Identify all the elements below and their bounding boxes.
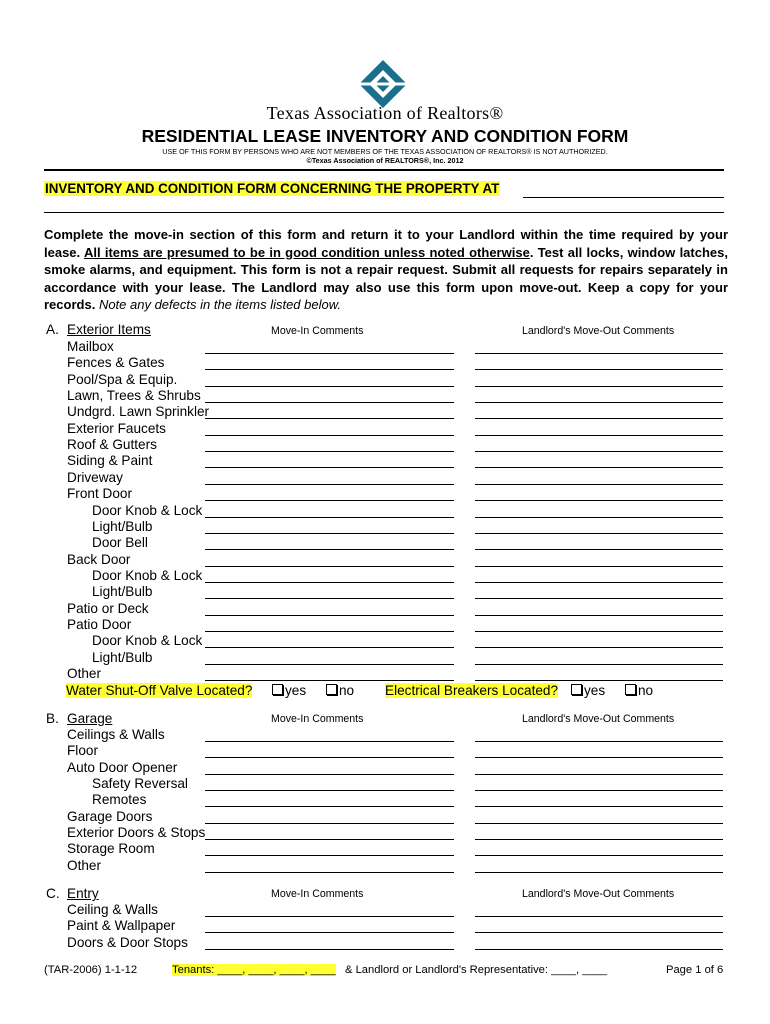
- section-title: Garage: [67, 711, 113, 726]
- move-out-comment-field[interactable]: [475, 566, 723, 567]
- move-out-comment-field[interactable]: [475, 386, 723, 387]
- tenant-initials[interactable]: Tenants: ____, ____, ____, ____: [172, 964, 336, 976]
- organization-name: Texas Association of Realtors®: [266, 103, 504, 123]
- item-label: Light/Bulb: [92, 649, 153, 665]
- move-out-comment-field[interactable]: [475, 435, 723, 436]
- move-out-comment-field[interactable]: [475, 741, 723, 742]
- item-label: Pool/Spa & Equip.: [67, 371, 178, 387]
- move-in-comment-field[interactable]: [205, 823, 454, 824]
- move-out-comment-field[interactable]: [475, 949, 723, 950]
- move-in-comment-field[interactable]: [205, 916, 454, 917]
- page-number: Page 1 of 6: [666, 964, 724, 976]
- move-out-comment-field[interactable]: [475, 451, 723, 452]
- move-out-comment-field[interactable]: [475, 823, 723, 824]
- item-label: Door Knob & Lock: [92, 567, 203, 583]
- move-in-header: Move-In Comments: [271, 888, 364, 900]
- section-letter: C.: [46, 886, 60, 901]
- move-in-comment-field[interactable]: [205, 774, 454, 775]
- section-title: Exterior Items: [67, 322, 151, 337]
- item-label: Safety Reversal: [92, 776, 188, 792]
- checkbox-icon[interactable]: [571, 684, 582, 695]
- move-in-comment-field[interactable]: [205, 932, 454, 933]
- move-in-comment-field[interactable]: [205, 757, 454, 758]
- landlord-initials[interactable]: & Landlord or Landlord's Representative: ____, ____: [345, 964, 608, 976]
- move-out-comment-field[interactable]: [475, 598, 723, 599]
- move-in-comment-field[interactable]: [205, 680, 454, 681]
- item-label: Front Door: [67, 486, 132, 502]
- item-label: Doors & Door Stops: [67, 934, 188, 950]
- move-out-comment-field[interactable]: [475, 631, 723, 632]
- item-label: Floor: [67, 743, 98, 759]
- move-out-comment-field[interactable]: [475, 615, 723, 616]
- item-label: Patio Door: [67, 616, 132, 632]
- property-heading: INVENTORY AND CONDITION FORM CONCERNING THE PROPERTY AT: [45, 181, 500, 196]
- move-in-comment-field[interactable]: [205, 353, 454, 354]
- section-letter: A.: [46, 322, 59, 337]
- move-out-comment-field[interactable]: [475, 839, 723, 840]
- water-shutoff-label: Water Shut-Off Valve Located?: [66, 683, 253, 698]
- move-in-comment-field[interactable]: [205, 615, 454, 616]
- checkbox-icon[interactable]: [272, 684, 283, 695]
- move-out-comment-field[interactable]: [475, 369, 723, 370]
- item-label: Other: [67, 857, 101, 873]
- move-in-comment-field[interactable]: [205, 582, 454, 583]
- header-divider: [44, 169, 724, 171]
- move-out-comment-field[interactable]: [475, 418, 723, 419]
- item-label: Siding & Paint: [67, 453, 153, 469]
- item-label: Auto Door Opener: [67, 759, 178, 775]
- item-label: Light/Bulb: [92, 584, 153, 600]
- item-label: Storage Room: [67, 841, 155, 857]
- property-address-field[interactable]: [523, 197, 724, 198]
- move-in-comment-field[interactable]: [205, 664, 454, 665]
- item-label: Fences & Gates: [67, 355, 165, 371]
- electrical-breakers-no[interactable]: no: [625, 683, 653, 698]
- item-label: Paint & Wallpaper: [67, 918, 176, 934]
- move-in-comment-field[interactable]: [205, 467, 454, 468]
- move-in-comment-field[interactable]: [205, 517, 454, 518]
- item-label: Door Knob & Lock: [92, 633, 203, 649]
- item-label: Exterior Doors & Stops: [67, 825, 206, 841]
- move-out-comment-field[interactable]: [475, 402, 723, 403]
- move-out-comment-field[interactable]: [475, 484, 723, 485]
- form-title: RESIDENTIAL LEASE INVENTORY AND CONDITION FORM: [141, 126, 629, 146]
- move-out-comment-field[interactable]: [475, 916, 723, 917]
- item-label: Back Door: [67, 551, 131, 567]
- section-letter: B.: [46, 711, 59, 726]
- move-in-header: Move-In Comments: [271, 713, 364, 725]
- move-out-comment-field[interactable]: [475, 647, 723, 648]
- item-label: Driveway: [67, 469, 123, 485]
- move-out-comment-field[interactable]: [475, 533, 723, 534]
- move-in-comment-field[interactable]: [205, 598, 454, 599]
- usage-notice: USE OF THIS FORM BY PERSONS WHO ARE NOT MEMBERS OF THE TEXAS ASSOCIATION OF REALTORS® IS NOT AUTHORIZED.: [162, 147, 608, 156]
- move-out-comment-field[interactable]: [475, 872, 723, 873]
- instructions: Complete the move-in section of this form and return it to your Landlord within the time required by your lease. All items are presumed to be in good condition unless noted otherwise. Test all locks, window latches, smoke alarms, and equipment. This form is not a repair request. Submit all requests for repairs separately in accordance with your lease. The Landlord may also use this form upon move-out. Keep a copy for your records. Note any defects in the items listed below.: [44, 227, 728, 312]
- move-out-comment-field[interactable]: [475, 353, 723, 354]
- item-label: Lawn, Trees & Shrubs: [67, 388, 201, 404]
- move-in-header: Move-In Comments: [271, 325, 364, 337]
- item-label: Ceilings & Walls: [67, 727, 165, 742]
- move-in-comment-field[interactable]: [205, 435, 454, 436]
- item-label: Light/Bulb: [92, 518, 153, 534]
- move-out-comment-field[interactable]: [475, 757, 723, 758]
- section-title: Entry: [67, 886, 99, 901]
- move-in-comment-field[interactable]: [205, 386, 454, 387]
- item-label: Roof & Gutters: [67, 437, 157, 453]
- move-out-comment-field[interactable]: [475, 774, 723, 775]
- move-out-comment-field[interactable]: [475, 806, 723, 807]
- move-in-comment-field[interactable]: [205, 549, 454, 550]
- move-in-comment-field[interactable]: [205, 500, 454, 501]
- move-in-comment-field[interactable]: [205, 631, 454, 632]
- move-out-comment-field[interactable]: [475, 582, 723, 583]
- move-out-comment-field[interactable]: [475, 517, 723, 518]
- item-label: Door Bell: [92, 535, 148, 551]
- electrical-breakers-label: Electrical Breakers Located?: [385, 683, 559, 698]
- item-label: Mailbox: [67, 339, 114, 354]
- copyright: ©Texas Association of REALTORS®, Inc. 2012: [306, 156, 464, 165]
- item-label: Undgrd. Lawn Sprinkler: [67, 404, 210, 420]
- move-in-comment-field[interactable]: [205, 806, 454, 807]
- move-in-comment-field[interactable]: [205, 872, 454, 873]
- item-label: Other: [67, 666, 101, 681]
- move-out-comment-field[interactable]: [475, 932, 723, 933]
- move-in-comment-field[interactable]: [205, 790, 454, 791]
- checkbox-icon[interactable]: [326, 684, 337, 695]
- move-out-comment-field[interactable]: [475, 790, 723, 791]
- move-in-comment-field[interactable]: [205, 839, 454, 840]
- move-out-comment-field[interactable]: [475, 549, 723, 550]
- item-label: Remotes: [92, 792, 147, 808]
- move-in-comment-field[interactable]: [205, 369, 454, 370]
- item-label: Door Knob & Lock: [92, 502, 203, 518]
- item-label: Ceiling & Walls: [67, 902, 158, 917]
- move-out-comment-field[interactable]: [475, 664, 723, 665]
- move-out-comment-field[interactable]: [475, 680, 723, 681]
- move-in-comment-field[interactable]: [205, 949, 454, 950]
- item-label: Garage Doors: [67, 808, 153, 824]
- move-in-comment-field[interactable]: [205, 533, 454, 534]
- item-label: Patio or Deck: [67, 600, 149, 616]
- move-out-comment-field[interactable]: [475, 855, 723, 856]
- property-address-field-line2[interactable]: [44, 212, 724, 213]
- move-in-comment-field[interactable]: [205, 855, 454, 856]
- water-shutoff-no[interactable]: no: [326, 683, 354, 698]
- move-in-comment-field[interactable]: [205, 647, 454, 648]
- checkbox-icon[interactable]: [625, 684, 636, 695]
- water-shutoff-yes[interactable]: yes: [272, 683, 306, 698]
- move-out-header: Landlord's Move-Out Comments: [522, 713, 675, 725]
- electrical-breakers-yes[interactable]: yes: [571, 683, 605, 698]
- item-label: Exterior Faucets: [67, 420, 166, 436]
- move-in-comment-field[interactable]: [205, 402, 454, 403]
- move-in-comment-field[interactable]: [205, 418, 454, 419]
- move-out-header: Landlord's Move-Out Comments: [522, 888, 675, 900]
- move-in-comment-field[interactable]: [205, 741, 454, 742]
- move-in-comment-field[interactable]: [205, 451, 454, 452]
- move-out-comment-field[interactable]: [475, 500, 723, 501]
- move-out-comment-field[interactable]: [475, 467, 723, 468]
- move-in-comment-field[interactable]: [205, 484, 454, 485]
- form-id: (TAR-2006) 1-1-12: [44, 964, 138, 976]
- move-in-comment-field[interactable]: [205, 566, 454, 567]
- move-out-header: Landlord's Move-Out Comments: [522, 325, 675, 337]
